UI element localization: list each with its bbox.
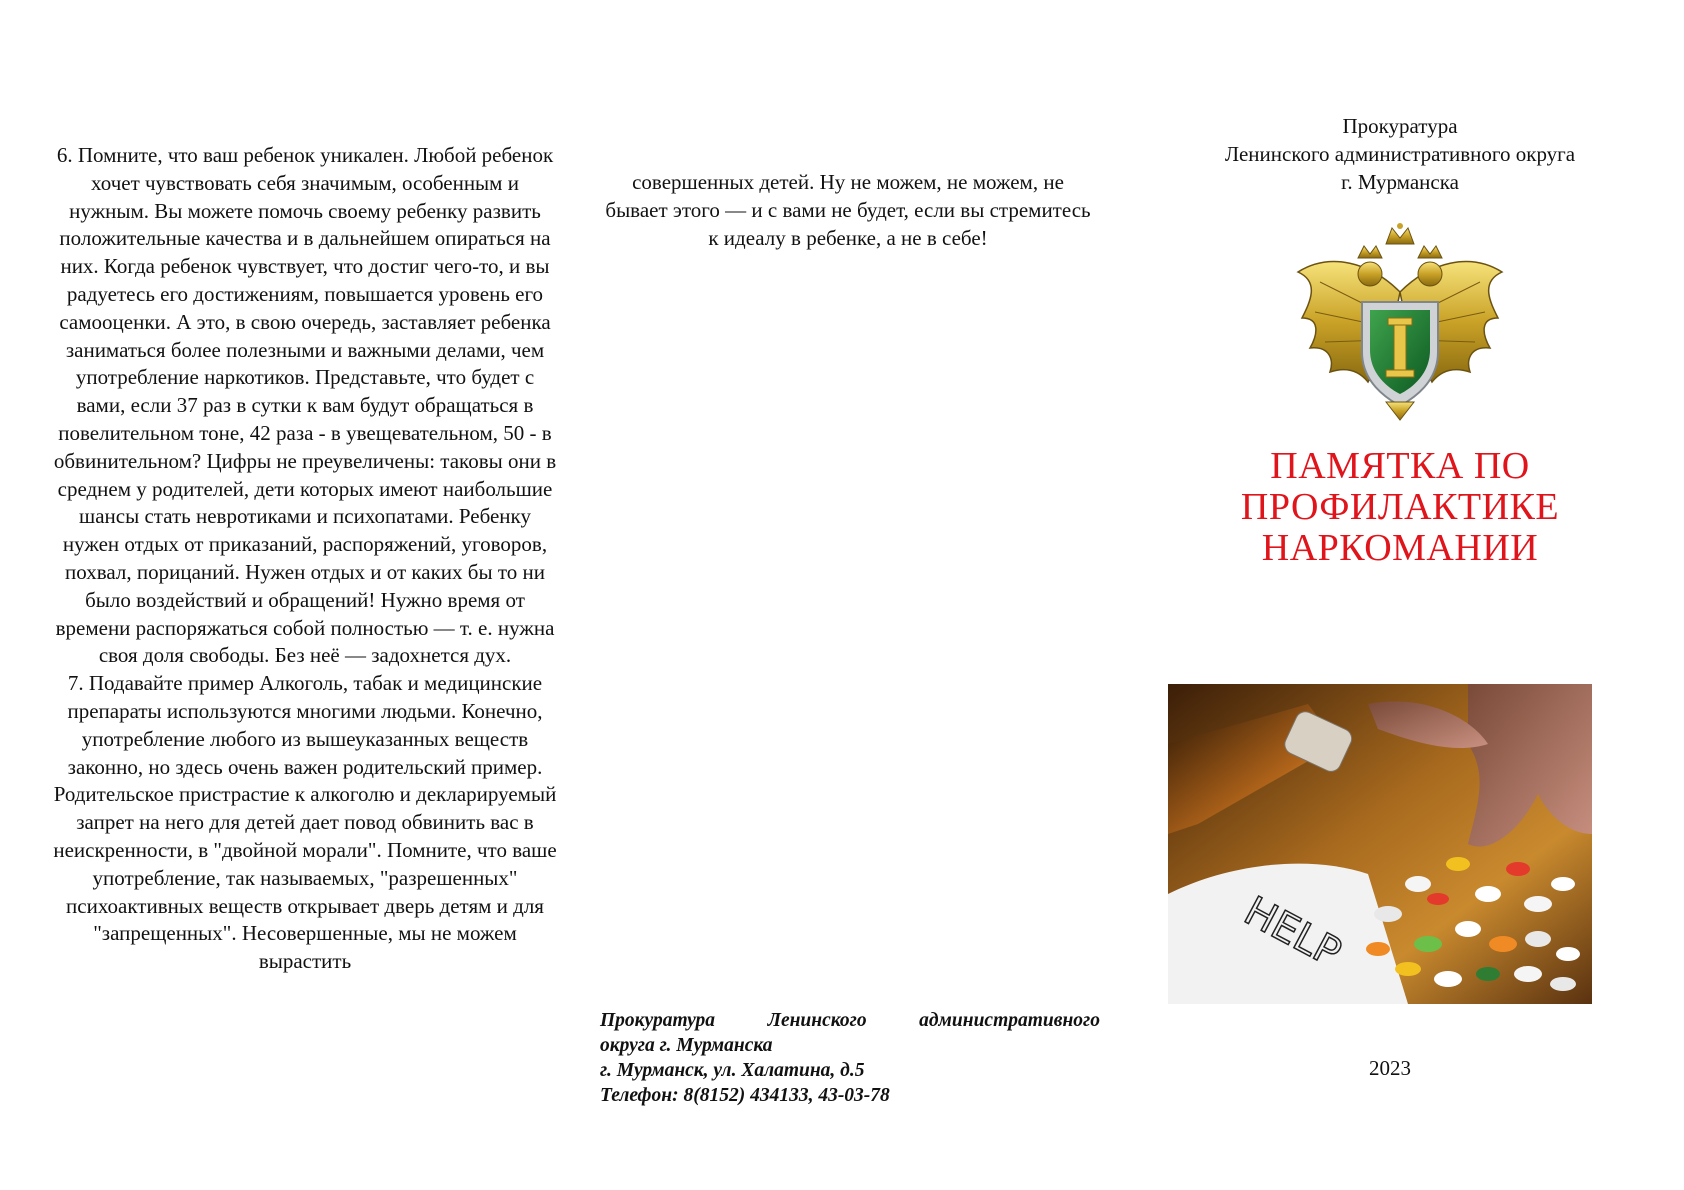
org-line-2: Ленинского административного округа bbox=[1224, 142, 1576, 166]
contacts-phone: Телефон: 8(8152) 434133, 43-03-78 bbox=[600, 1085, 890, 1106]
contacts-word-2: Ленинского bbox=[767, 1010, 867, 1031]
title-line-1: ПАМЯТКА ПО bbox=[1270, 445, 1530, 487]
paragraph-6: 6. Помните, что ваш ребенок уникален. Любой ребенок хочет чувствовать себя значимым, особенным и нужным. Вы можете помочь своему ребенку развить положительные качества и в дальнейшем опираться на них. Когда ребенок чувствует, что достиг чего-то, и вы радуетесь его достижениям, повышается уровень его самооценки. А это, в свою очередь, заставляет ребенка заниматься более полезными и важными делами, чем употребление наркотиков. Представьте, что будет с вами, если 37 раз в сутки к вам будут обращаться в повелительном тоне, 42 раза - в увещевательном, 50 - в обвинительном? Цифры не преувеличены: таковы они в среднем у родителей, дети которых имеют наибольшие шансы стать невротиками и психопатами. Ребенку нужен отдых от приказаний, распоряжений, уговоров, похвал, порицаний. Нужен отдых и от каких бы то ни было воздействий и обращений! Нужно время от времени распоряжаться собой полностью — т. е. нужна своя доля свободы. Без неё — задохнется дух. bbox=[53, 143, 557, 668]
prosecutor-emblem-icon bbox=[1290, 222, 1510, 424]
year: 2023 bbox=[1369, 1056, 1411, 1080]
contacts-line-2: округа г. Мурманска bbox=[600, 1035, 773, 1056]
contacts-line-1 bbox=[600, 1008, 1100, 1033]
leaflet-title bbox=[1180, 446, 1620, 569]
contacts-word-3: административного bbox=[919, 1010, 1100, 1031]
contacts-word-1: Прокуратура bbox=[600, 1010, 716, 1031]
contacts-block bbox=[600, 1008, 1100, 1108]
org-line-3: г. Мурманска bbox=[1341, 170, 1459, 194]
pills-bottle-photo bbox=[1168, 684, 1592, 1004]
left-column bbox=[52, 142, 558, 976]
middle-column-continuation bbox=[600, 168, 1096, 252]
contacts-address: г. Мурманск, ул. Халатина, д.5 bbox=[600, 1060, 865, 1081]
organization-header bbox=[1180, 112, 1620, 196]
continuation-text: совершенных детей. Ну не можем, не можем, не бывает этого — и с вами не будет, если вы стремитесь к идеалу в ребенке, а не в себе! bbox=[605, 170, 1091, 250]
title-line-2: ПРОФИЛАКТИКЕ bbox=[1240, 486, 1560, 528]
help-text: HELP bbox=[1236, 888, 1349, 977]
org-line-1: Прокуратура bbox=[1342, 114, 1458, 138]
title-line-3: НАРКОМАНИИ bbox=[1261, 527, 1539, 569]
paragraph-7: 7. Подавайте пример Алкоголь, табак и медицинские препараты используются многими людьми. Конечно, употребление любого из вышеуказанных веществ законно, но здесь очень важен родительский пример. Родительское пристрастие к алкоголю и декларируемый запрет на него для детей дает повод обвинить вас в неискренности, в "двойной морали". Помните, что ваше употребление, так называемых, "разрешенных" психоактивных веществ открывает дверь детям и для "запрещенных". Несовершенные, мы не можем вырастить bbox=[53, 671, 557, 974]
